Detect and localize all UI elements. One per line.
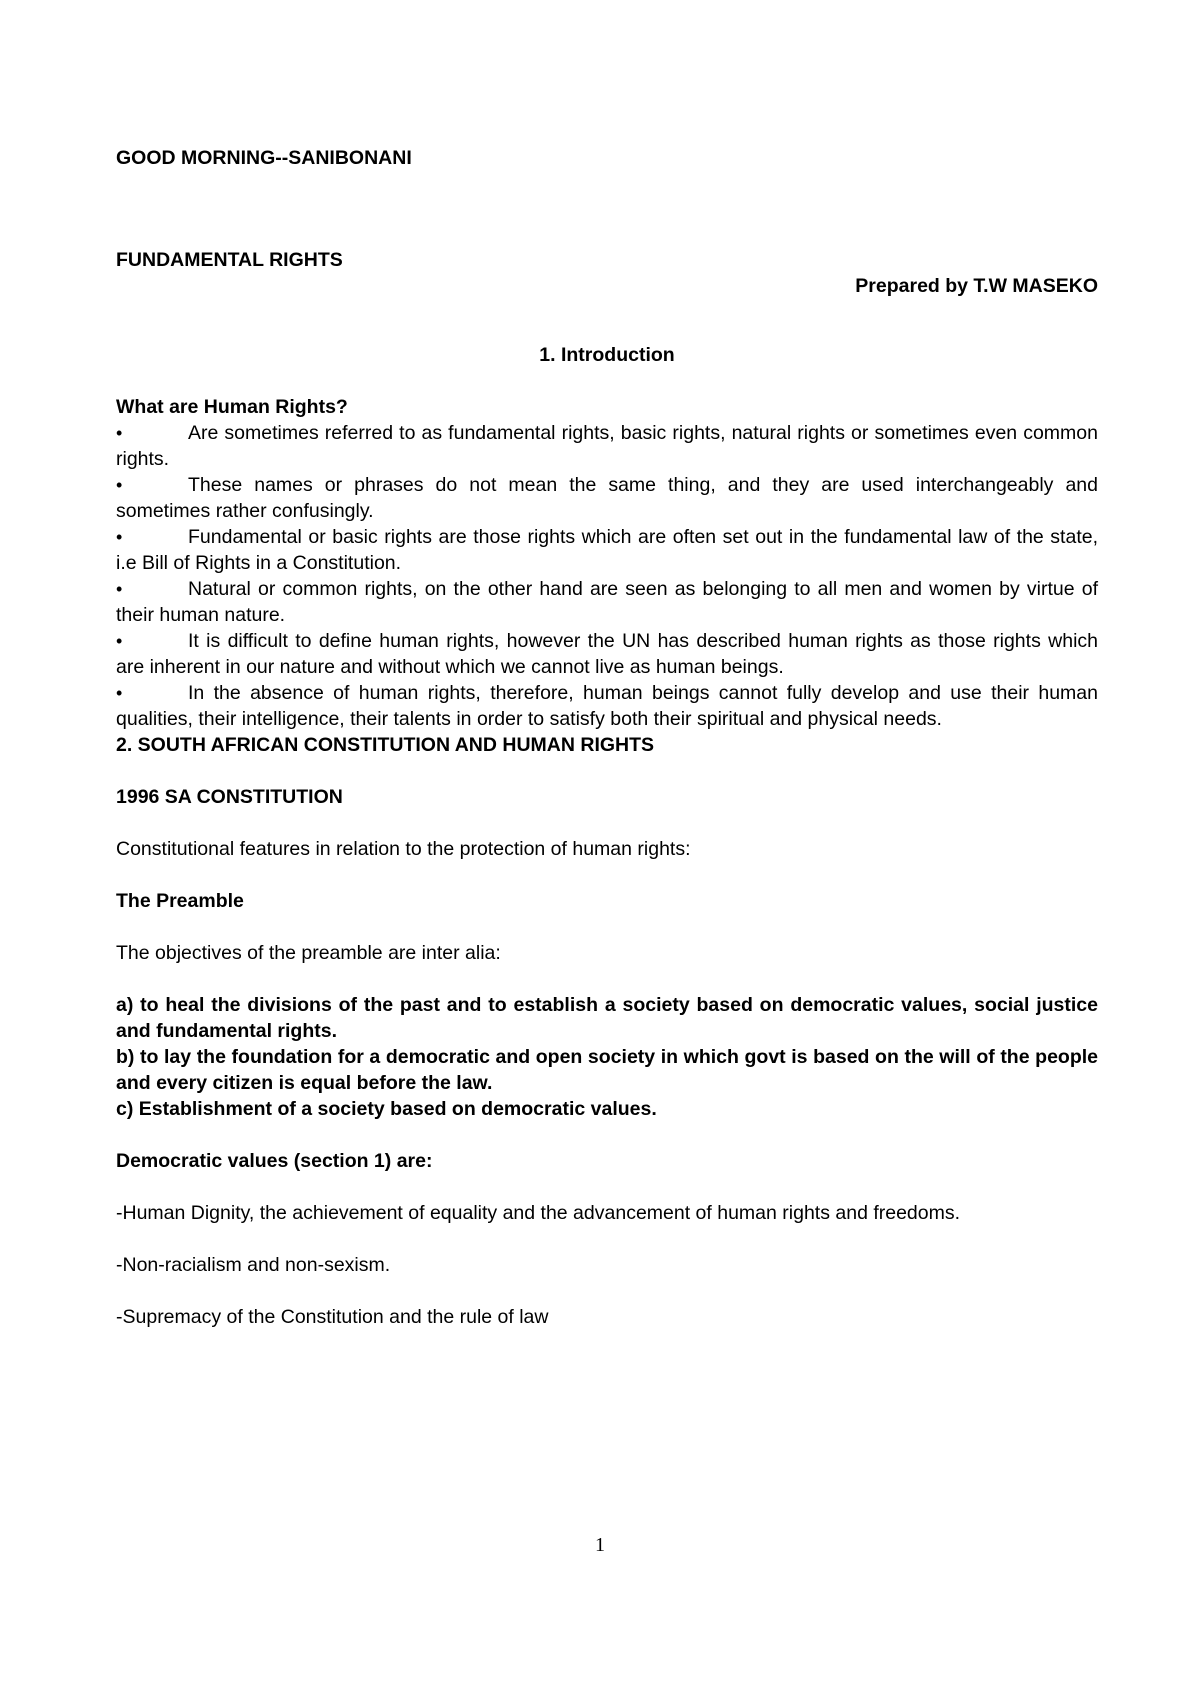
greeting: GOOD MORNING--SANIBONANI [116, 147, 412, 169]
bullet-icon: • [116, 683, 123, 703]
bullet-icon: • [116, 527, 123, 547]
list-item-text: In the absence of human rights, therefore, human beings cannot fully develop and use their human qualities, their intelligence, their talents in order to satisfy both their spiritual and physical needs. [116, 682, 1098, 730]
value-item: -Supremacy of the Constitution and the rule of law [116, 1306, 549, 1328]
objective-item: a) to heal the divisions of the past and to establish a society based on democratic values, social justice and fundamental rights. [116, 994, 1098, 1042]
bullet-icon: • [116, 423, 123, 443]
constitution-intro: Constitutional features in relation to the protection of human rights: [116, 838, 691, 860]
list-item [116, 524, 1098, 576]
section-heading-introduction: 1. Introduction [539, 344, 675, 366]
list-item [116, 680, 1098, 732]
preamble-heading: The Preamble [116, 890, 244, 912]
bullet-icon: • [116, 475, 123, 495]
author-line: Prepared by T.W MASEKO [855, 275, 1098, 297]
list-item-text: It is difficult to define human rights, however the UN has described human rights as those rights which are inherent in our nature and without which we cannot live as human beings. [116, 630, 1098, 678]
list-item-text: These names or phrases do not mean the same thing, and they are used interchangeably and sometimes rather confusingly. [116, 474, 1098, 522]
objective-item: b) to lay the foundation for a democratic and open society in which govt is based on the will of the people and every citizen is equal before the law. [116, 1046, 1098, 1094]
list-item [116, 576, 1098, 628]
page-number: 1 [595, 1534, 605, 1556]
preamble-intro: The objectives of the preamble are inter alia: [116, 942, 501, 964]
list-item-text: Natural or common rights, on the other hand are seen as belonging to all men and women by virtue of their human nature. [116, 578, 1098, 626]
subheading-1996-constitution: 1996 SA CONSTITUTION [116, 786, 343, 808]
document-title: FUNDAMENTAL RIGHTS [116, 249, 343, 271]
list-item [116, 628, 1098, 680]
values-heading: Democratic values (section 1) are: [116, 1150, 433, 1172]
objective-item: c) Establishment of a society based on democratic values. [116, 1098, 657, 1120]
bullet-icon: • [116, 631, 123, 651]
list-item-text: Are sometimes referred to as fundamental rights, basic rights, natural rights or sometimes even common rights. [116, 422, 1098, 470]
list-item [116, 420, 1098, 472]
value-item: -Human Dignity, the achievement of equality and the advancement of human rights and freedoms. [116, 1202, 961, 1224]
list-item [116, 472, 1098, 524]
page-content [116, 145, 1098, 1330]
section-heading-constitution: 2. SOUTH AFRICAN CONSTITUTION AND HUMAN RIGHTS [116, 734, 655, 756]
bullet-icon: • [116, 579, 123, 599]
list-item-text: Fundamental or basic rights are those rights which are often set out in the fundamental law of the state, i.e Bill of Rights in a Constitution. [116, 526, 1098, 574]
question-heading: What are Human Rights? [116, 396, 348, 418]
value-item: -Non-racialism and non-sexism. [116, 1254, 391, 1276]
